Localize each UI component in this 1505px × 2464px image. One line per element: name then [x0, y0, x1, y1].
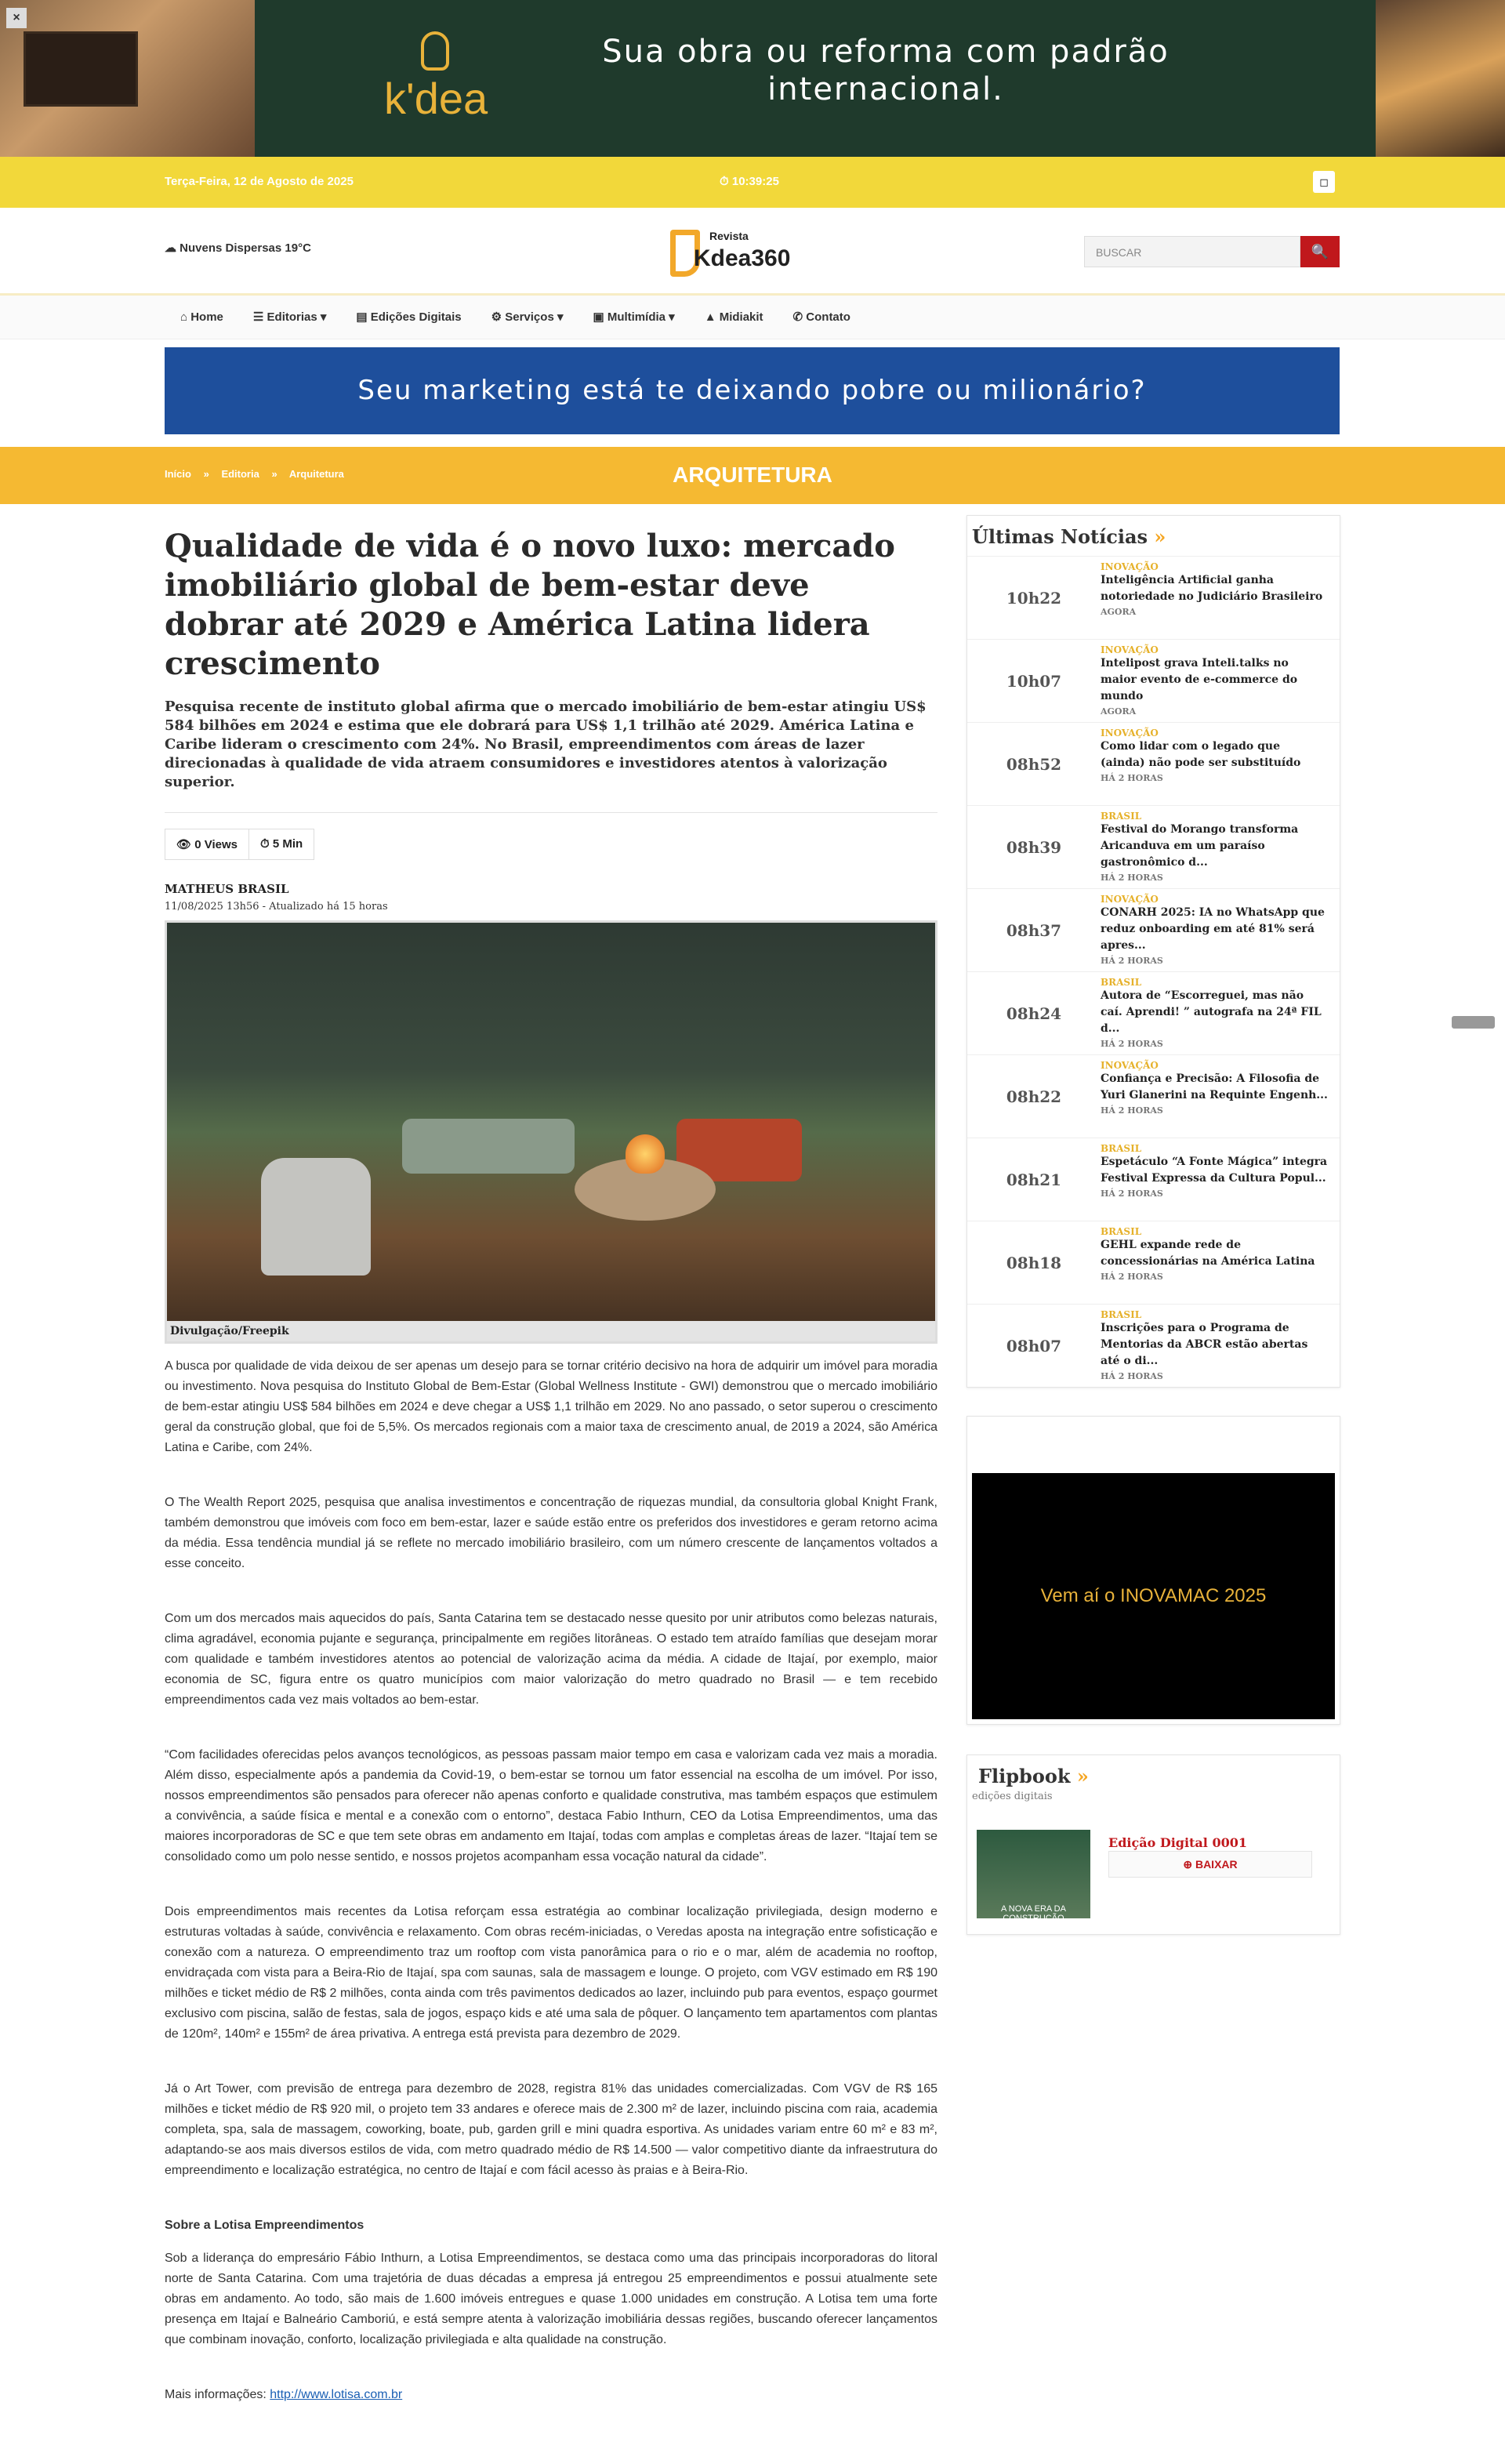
photo-chair [261, 1158, 371, 1276]
news-ago: HÁ 2 HORAS [1101, 1371, 1163, 1381]
paragraph: A busca por qualidade de vida deixou de ser apenas um desejo para se tornar critério decisivo na hora de adquirir um imóvel para moradia ou investimento. Nova pesquisa do Instituto Global de Bem-Estar (Global Wellness Institute - GWI) demonstrou que o mercado imobiliário de bem-estar atingiu US$ 584 bilhões em 2024 e deve chegar a US$ 1,1 trilhão em 2029. No ano passado, o setor superou o crescimento geral da construção global, que foi de 5,5%. Os mercados regionais com a maior taxa de crescimento anual, de 2019 a 2024, são América Latina e Caribe, com 24%. [165, 1359, 937, 1454]
paragraph: Já o Art Tower, com previsão de entrega para dezembro de 2028, registra 81% das unidades comercializadas. Com VGV de R$ 165 milhões e ticket médio de R$ 920 mil, o projeto tem 33 andares e oferece mais de 2.300 m² de lazer, incluindo piscina com raia, academia completa, spa, sala de massagem, coworking, boate, pub, garden grill e mini quadra esportiva. As unidades variam entre 60 m² e 83 m², adaptando-se aos mais diversos estilos de vida, com metro quadrado médio de R$ 14.500 — valor competitivo diante da infraestrutura do empreendimento e localização estratégica, no centro de Itajaí e com fácil acesso às praias e à Beira-Rio. [165, 2082, 937, 2177]
breadcrumb-sep: » [203, 468, 209, 480]
news-time: 08h24 [1006, 1003, 1062, 1023]
news-time: 10h07 [1006, 671, 1062, 691]
search-input[interactable]: BUSCAR [1084, 236, 1300, 267]
news-time: 10h22 [1006, 588, 1062, 608]
news-title[interactable]: Inteligência Artificial ganha notoriedade no Judiciário Brasileiro [1101, 574, 1323, 603]
article-body [165, 1356, 937, 2405]
nav-editorias[interactable]: ☰ Editorias ▾ [252, 310, 327, 324]
latest-news-box [966, 515, 1340, 1388]
news-ago: HÁ 2 HORAS [1101, 1039, 1163, 1049]
breadcrumb-editoria[interactable]: Editoria [221, 468, 259, 480]
article-date: 11/08/2025 13h56 - Atualizado há 15 horas [165, 901, 388, 913]
scroll-tab[interactable] [1452, 1016, 1495, 1029]
logo-name: Kdea360 [694, 245, 791, 271]
nav-contato[interactable]: ✆ Contato [792, 310, 850, 324]
news-time: 08h37 [1006, 920, 1062, 940]
category-bar [0, 447, 1505, 504]
news-item[interactable] [967, 971, 1340, 1054]
news-tag[interactable]: BRASIL [1101, 1309, 1142, 1320]
news-info [1101, 972, 1328, 1054]
news-title[interactable]: Inscrições para o Programa de Mentorias da ABCR estão abertas até o di... [1101, 1322, 1308, 1367]
news-title[interactable]: GEHL expande rede de concessionárias na América Latina [1101, 1239, 1315, 1268]
news-item[interactable] [967, 888, 1340, 971]
flipbook-title-text: Flipbook [978, 1765, 1071, 1787]
article-author[interactable]: MATHEUS BRASIL [165, 882, 289, 896]
nav-midiakit[interactable]: ▲ Midiakit [704, 310, 763, 324]
paragraph: “Com facilidades oferecidas pelos avanços tecnológicos, as pessoas passam maior tempo em casa e valorizam cada vez mais a moradia. Além disso, especialmente após a pandemia da Covid-19, o bem-estar se tornou um fator essencial na escolha de um imóvel. Por isso, nossos empreendimentos são pensados para oferecer não apenas conforto e qualidade construtiva, mas também espaços que estimulem a convivência, a saúde física e mental e a conexão com o entorno”, destaca Fabio Inthurn, CEO da Lotisa Empreendimentos, uma das maiores incorporadoras de SC e que tem sete obras em andamento em Itajaí, todas com amplas e completas áreas de lazer. “Itajaí tem se consolidado como um polo nesse sentido, e nossos projetos acompanham essa vocação natural da cidade”. [165, 1748, 937, 1863]
news-info [1101, 1221, 1328, 1304]
news-time: 08h21 [1006, 1170, 1062, 1189]
logo-small-text: Revista [709, 230, 749, 242]
news-ago: HÁ 2 HORAS [1101, 773, 1163, 783]
instagram-icon[interactable]: ◻ [1313, 171, 1335, 193]
more-info-label: Mais informações: [165, 2388, 270, 2401]
paragraph: Sob a liderança do empresário Fábio Inthurn, a Lotisa Empreendimentos, se destaca como uma das principais incorporadoras do litoral norte de Santa Catarina. Com uma trajetória de duas décadas a empresa já entregou 25 empreendimentos e possui atualmente sete obras em andamento. Ao todo, são mais de 1.600 imóveis entregues e quase 1.000 unidades em construção. A Lotisa tem uma forte presença em Itajaí e Balneário Camboriú, e está sempre atenta à valorização imobiliária dessas regiões, buscando oferecer lançamentos que combinam inovação, conforto, localização privilegiada e alta qualidade na construção. [165, 2252, 937, 2346]
news-title[interactable]: Autora de “Escorreguei, mas não caí. Aprendi! ” autografa na 24ª FIL d... [1101, 989, 1322, 1035]
category-title: ARQUITETURA [673, 463, 832, 487]
read-time: ⏱ 5 Min [259, 837, 303, 851]
news-list [967, 556, 1340, 1387]
news-item[interactable] [967, 556, 1340, 639]
news-ago: HÁ 2 HORAS [1101, 873, 1163, 883]
news-item[interactable] [967, 639, 1340, 722]
news-item[interactable] [967, 1054, 1340, 1138]
nav-home[interactable]: ⌂ Home [180, 310, 223, 324]
top-ad-banner[interactable] [0, 0, 1505, 157]
ad-photo-right [1376, 0, 1505, 157]
edition-cover[interactable]: A NOVA ERA DA CONSTRUÇÃO [977, 1830, 1090, 1918]
news-tag[interactable]: INOVAÇÃO [1101, 894, 1159, 905]
news-tag[interactable]: BRASIL [1101, 1143, 1142, 1154]
news-item[interactable] [967, 1138, 1340, 1221]
news-info [1101, 557, 1328, 639]
raquo-icon: » [1076, 1765, 1089, 1787]
paragraph: Com um dos mercados mais aquecidos do país, Santa Catarina tem se destacado nesse quesito por unir atributos como belezas naturais, clima agradável, economia pujante e segurança, principalmente em regiões litorâneas. O estado tem atraído famílias que desejam morar com qualidade e também investidores atentos ao potencial de valorização acima da média. A cidade de Itajaí, por exemplo, maior economia de SC, figura entre os quatro municípios com maior valorização do metro quadrado no Brasil — e tem recebido empreendimentos cada vez mais voltados ao bem-estar. [165, 1612, 937, 1707]
news-ago: HÁ 2 HORAS [1101, 1188, 1163, 1199]
site-logo[interactable] [670, 223, 827, 278]
paragraph: O The Wealth Report 2025, pesquisa que analisa investimentos e concentração de riquezas mundial, da consultoria global Knight Frank, também demonstrou que imóveis com foco em bem-estar, lazer e saúde estão entre os preferidos dos investidores e geram retorno acima da média. Essa tendência mundial já se reflete no mercado imobiliário brasileiro, com um número crescente de lançamentos voltados a esse conceito. [165, 1496, 937, 1570]
news-item[interactable] [967, 722, 1340, 805]
news-item[interactable] [967, 1221, 1340, 1304]
photo-caption: Divulgação/Freepik [167, 1321, 935, 1341]
article-stats [165, 829, 314, 860]
close-ad-button[interactable]: × [6, 8, 27, 28]
sidebar [966, 515, 1340, 1935]
article-photo [165, 920, 937, 1344]
news-info [1101, 1305, 1328, 1387]
news-ago: AGORA [1101, 607, 1137, 617]
news-title[interactable]: Confiança e Precisão: A Filosofia de Yuri Glanerini na Requinte Engenh... [1101, 1072, 1328, 1101]
news-info [1101, 640, 1328, 722]
current-time: ⏱ 10:39:25 [720, 175, 779, 188]
kdea-logo: k'dea [384, 31, 486, 133]
nav-servicos[interactable]: ⚙ Serviços ▾ [491, 310, 564, 324]
lotisa-link[interactable]: http://www.lotisa.com.br [270, 2388, 403, 2401]
download-button[interactable]: ⊕ BAIXAR [1108, 1851, 1312, 1878]
photo-sofa [402, 1119, 575, 1174]
marketing-ad-banner[interactable]: Seu marketing está te deixando pobre ou milionário? [165, 347, 1340, 434]
news-title[interactable]: Como lidar com o legado que (ainda) não pode ser substituído [1101, 740, 1301, 769]
latest-news-title-text: Últimas Notícias [972, 525, 1148, 548]
news-ago: HÁ 2 HORAS [1101, 1272, 1163, 1282]
current-date: Terça-Feira, 12 de Agosto de 2025 [165, 175, 354, 188]
news-time: 08h52 [1006, 754, 1062, 774]
news-time: 08h18 [1006, 1253, 1062, 1272]
news-item[interactable] [967, 805, 1340, 888]
inovamac-text: Vem aí o INOVAMAC 2025 [972, 1473, 1335, 1719]
more-info [165, 2385, 937, 2405]
breadcrumb-inicio[interactable]: Início [165, 468, 191, 480]
latest-news-title [967, 516, 1340, 556]
news-ago: HÁ 2 HORAS [1101, 1105, 1163, 1116]
news-tag[interactable]: INOVAÇÃO [1101, 561, 1159, 572]
paragraph: Dois empreendimentos mais recentes da Lotisa reforçam essa estratégia ao combinar localização privilegiada, design moderno e estruturas voltadas à saúde, convivência e relaxamento. Com obras recém-iniciadas, o Veredas aposta na integração entre sofisticação e conexão com a natureza. O empreendimento traz um rooftop com vista panorâmica para o rio e o mar, além de academia no rooftop, envidraçada com vista para a Beira-Rio de Itajaí, spa com saunas, sala de massagem e lounge. O projeto, com VGV estimado em R$ 190 milhões e ticket médio de R$ 2 milhões, conta ainda com três pavimentos dedicados ao lazer, incluindo pub para eventos, espaço gourmet exclusivo com piscina, salão de festas, sala de jogos, espaço kids e até uma sala de pôquer. O lançamento tem apartamentos com plantas de 120m², 140m² e 155m² de área privativa. A entrega está prevista para dezembro de 2029. [165, 1905, 937, 2041]
nav-multimidia[interactable]: ▣ Multimídia ▾ [593, 310, 675, 324]
nav-edicoes-digitais[interactable]: ▤ Edições Digitais [356, 310, 462, 324]
news-time: 08h39 [1006, 837, 1062, 857]
flipbook-box [966, 1755, 1340, 1935]
news-item[interactable] [967, 1304, 1340, 1387]
section-heading: Sobre a Lotisa Empreendimentos [165, 2219, 364, 2232]
date-bar [0, 157, 1505, 208]
search-button[interactable]: 🔍 [1300, 236, 1340, 267]
edition-title[interactable]: Edição Digital 0001 [1108, 1835, 1247, 1850]
raquo-icon: » [1154, 525, 1166, 548]
inovamac-ad[interactable] [966, 1416, 1340, 1725]
news-tag[interactable]: BRASIL [1101, 811, 1142, 822]
article [165, 527, 937, 2405]
news-title[interactable]: CONARH 2025: IA no WhatsApp que reduz onboarding em até 81% será apres... [1101, 906, 1325, 952]
news-title[interactable]: Intelipost grava Inteli.talks no maior evento de e-commerce do mundo [1101, 657, 1298, 702]
news-tag[interactable]: INOVAÇÃO [1101, 644, 1159, 655]
news-title[interactable]: Festival do Morango transforma Aricanduva em um paraíso gastronômico d... [1101, 823, 1299, 869]
news-time: 08h22 [1006, 1087, 1062, 1106]
news-tag[interactable]: BRASIL [1101, 1226, 1142, 1237]
news-info [1101, 889, 1328, 971]
breadcrumb-arquitetura[interactable]: Arquitetura [288, 468, 344, 480]
news-tag[interactable]: INOVAÇÃO [1101, 1060, 1159, 1071]
news-ago: HÁ 2 HORAS [1101, 956, 1163, 966]
main-nav [0, 296, 1505, 339]
news-info [1101, 723, 1328, 805]
flipbook-title [974, 1755, 1333, 1795]
news-ago: AGORA [1101, 706, 1137, 717]
site-header [0, 208, 1505, 296]
views-count: 👁 0 Views [165, 829, 249, 859]
article-title: Qualidade de vida é o novo luxo: mercado imobiliário global de bem-estar deve dobrar até 2029 e América Latina lidera crescimento [165, 528, 895, 682]
weather-widget: ☁ Nuvens Dispersas 19°C [165, 241, 311, 255]
news-info [1101, 1138, 1328, 1221]
article-lead: Pesquisa recente de instituto global afirma que o mercado imobiliário de bem-estar atingiu US$ 584 bilhões em 2024 e estima que ele dobrará para US$ 1,1 trilhão até 2029. América Latina e Caribe lideram o crescimento com 24%. No Brasil, empreendimentos com áreas de lazer direcionadas à qualidade de vida atraem consumidores e investidores atentos à valorização superior. [165, 699, 927, 790]
flipbook-subtitle: edições digitais [972, 1791, 1053, 1802]
photo-flame [626, 1134, 665, 1174]
news-time: 08h07 [1006, 1336, 1062, 1355]
ad-photo-left [0, 0, 255, 157]
news-tag[interactable]: BRASIL [1101, 977, 1142, 988]
news-info [1101, 1055, 1328, 1138]
news-info [1101, 806, 1328, 888]
divider [165, 812, 937, 813]
ad-slogan: Sua obra ou reforma com padrão internacional. [602, 34, 1170, 107]
news-title[interactable]: Espetáculo “A Fonte Mágica” integra Festival Expressa da Cultura Popul... [1101, 1156, 1328, 1185]
news-tag[interactable]: INOVAÇÃO [1101, 728, 1159, 738]
breadcrumb-sep: » [271, 468, 277, 480]
